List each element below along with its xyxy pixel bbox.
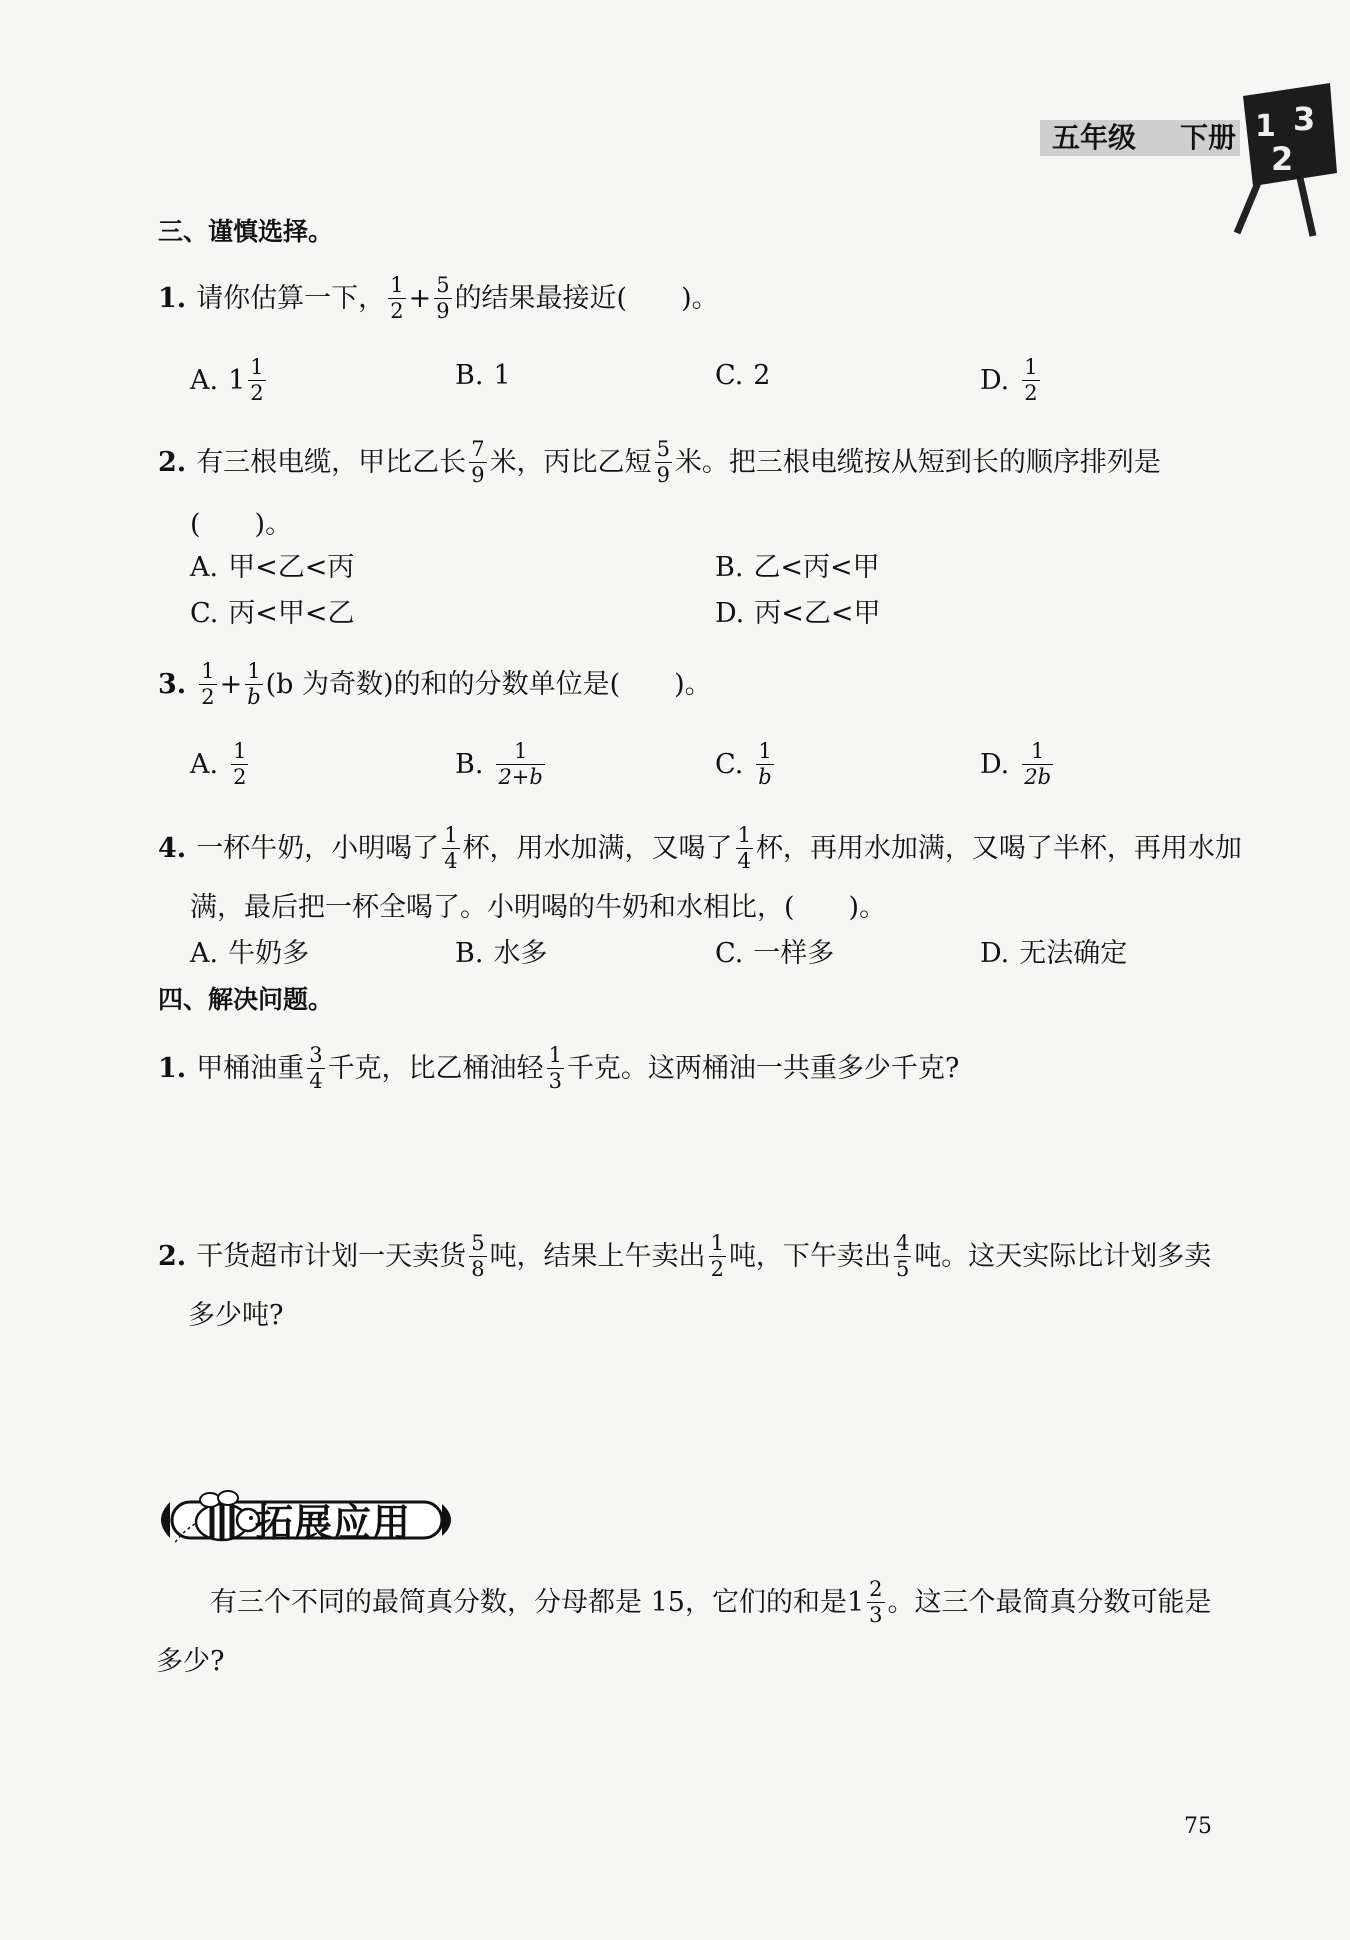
question-number: 4.: [158, 832, 187, 864]
chalkboard-icon: [1225, 78, 1340, 243]
answer-area[interactable]: [156, 1690, 1206, 1800]
s3q3-option-c[interactable]: C. $\frac{1}{b}$: [715, 739, 772, 789]
s3q3-option-a[interactable]: A. $\frac{1}{2}$: [190, 739, 247, 789]
question-number: 1.: [158, 282, 187, 314]
volume-label: 下册: [1180, 121, 1237, 154]
section4-title: 四、解决问题。: [158, 985, 334, 1014]
question-number: 2.: [158, 446, 187, 478]
s3q1-option-a[interactable]: A. 1 $\frac{1}{2}$: [190, 355, 264, 405]
s3-question-1: [158, 274, 719, 323]
question-continuation: 多少?: [156, 1646, 225, 1677]
s3q1-option-c[interactable]: C. 2: [715, 360, 771, 391]
s3-question-3: 3. $\frac{1}{2}$ + $\frac{1}{b}$ (b 为奇数)的和的分数单位是( )。: [158, 659, 712, 709]
s3q2-option-a[interactable]: A. 甲<乙<丙: [190, 552, 355, 583]
s3q4-option-a[interactable]: A. 牛奶多: [190, 938, 310, 969]
answer-area[interactable]: [190, 1345, 1210, 1475]
question-number: 1.: [158, 1052, 187, 1084]
s3-question-4: 4. 一杯牛奶，小明喝了 $\frac{1}{4}$ 杯，用水加满，又喝了 $\frac{1}{4}$ 杯，再用水加满，又喝了半杯，再用水加: [158, 823, 1242, 873]
question-text: 的结果最接近( )。: [454, 282, 719, 314]
fraction: $\frac{5}{9}$: [436, 273, 450, 323]
question-continuation: 满，最后把一杯全喝了。小明喝的牛奶和水相比，( )。: [190, 892, 887, 923]
question-number: 2.: [158, 1240, 187, 1272]
mixed-number: 1 $\frac{2}{3}$: [846, 1577, 883, 1627]
answer-blank-line[interactable]: ( )。: [190, 509, 293, 540]
plus-sign: +: [408, 282, 432, 314]
s3q2-option-d[interactable]: D. 丙<乙<甲: [715, 598, 881, 629]
s3q3-option-b[interactable]: B. $\frac{1}{2+b}$: [455, 739, 543, 789]
board-digit-3: 3: [1293, 100, 1316, 138]
s4-question-2: 2. 干货超市计划一天卖货 $\frac{5}{8}$ 吨，结果上午卖出 $\frac{1}{2}$ 吨，下午卖出 $\frac{4}{5}$ 吨。这天实际比计划多卖: [158, 1231, 1212, 1281]
s3q1-option-d[interactable]: D. $\frac{1}{2}$: [980, 355, 1038, 405]
s3-question-2: 2. 有三根电缆，甲比乙长 $\frac{7}{9}$ 米，丙比乙短 $\frac{5}{9}$ 米。把三根电缆按从短到长的顺序排列是: [158, 437, 1161, 487]
fraction: $\frac{1}{2}$: [390, 273, 404, 323]
s4-question-1: 1. 甲桶油重 $\frac{3}{4}$ 千克，比乙桶油轻 $\frac{1}{3}$ 千克。这两桶油一共重多少千克?: [158, 1043, 960, 1093]
section3-title: 三、谨慎选择。: [158, 217, 334, 246]
page-number: 75: [1184, 1814, 1212, 1839]
s3q2-option-c[interactable]: C. 丙<甲<乙: [190, 598, 355, 629]
extension-title: 拓展应用: [255, 1501, 412, 1545]
s3q1-option-b[interactable]: B. 1: [455, 360, 511, 391]
question-continuation: 多少吨?: [188, 1300, 284, 1331]
answer-area[interactable]: [190, 1100, 1210, 1210]
s3q3-option-d[interactable]: D. $\frac{1}{2b}$: [980, 739, 1052, 789]
extension-question: 有三个不同的最简真分数，分母都是 15，它们的和是 1 $\frac{2}{3}$ 。这三个最简真分数可能是: [210, 1577, 1212, 1627]
s3q4-option-c[interactable]: C. 一样多: [715, 938, 835, 969]
s3q2-option-b[interactable]: B. 乙<丙<甲: [715, 552, 880, 583]
s3q4-option-d[interactable]: D. 无法确定: [980, 938, 1128, 969]
s3q4-option-b[interactable]: B. 水多: [455, 938, 548, 969]
grade-label: 五年级: [1052, 121, 1137, 154]
board-digit-2: 2: [1271, 140, 1294, 178]
question-text: 请你估算一下，: [196, 282, 386, 314]
board-digit-1: 1: [1255, 109, 1276, 144]
question-number: 3.: [158, 668, 187, 700]
